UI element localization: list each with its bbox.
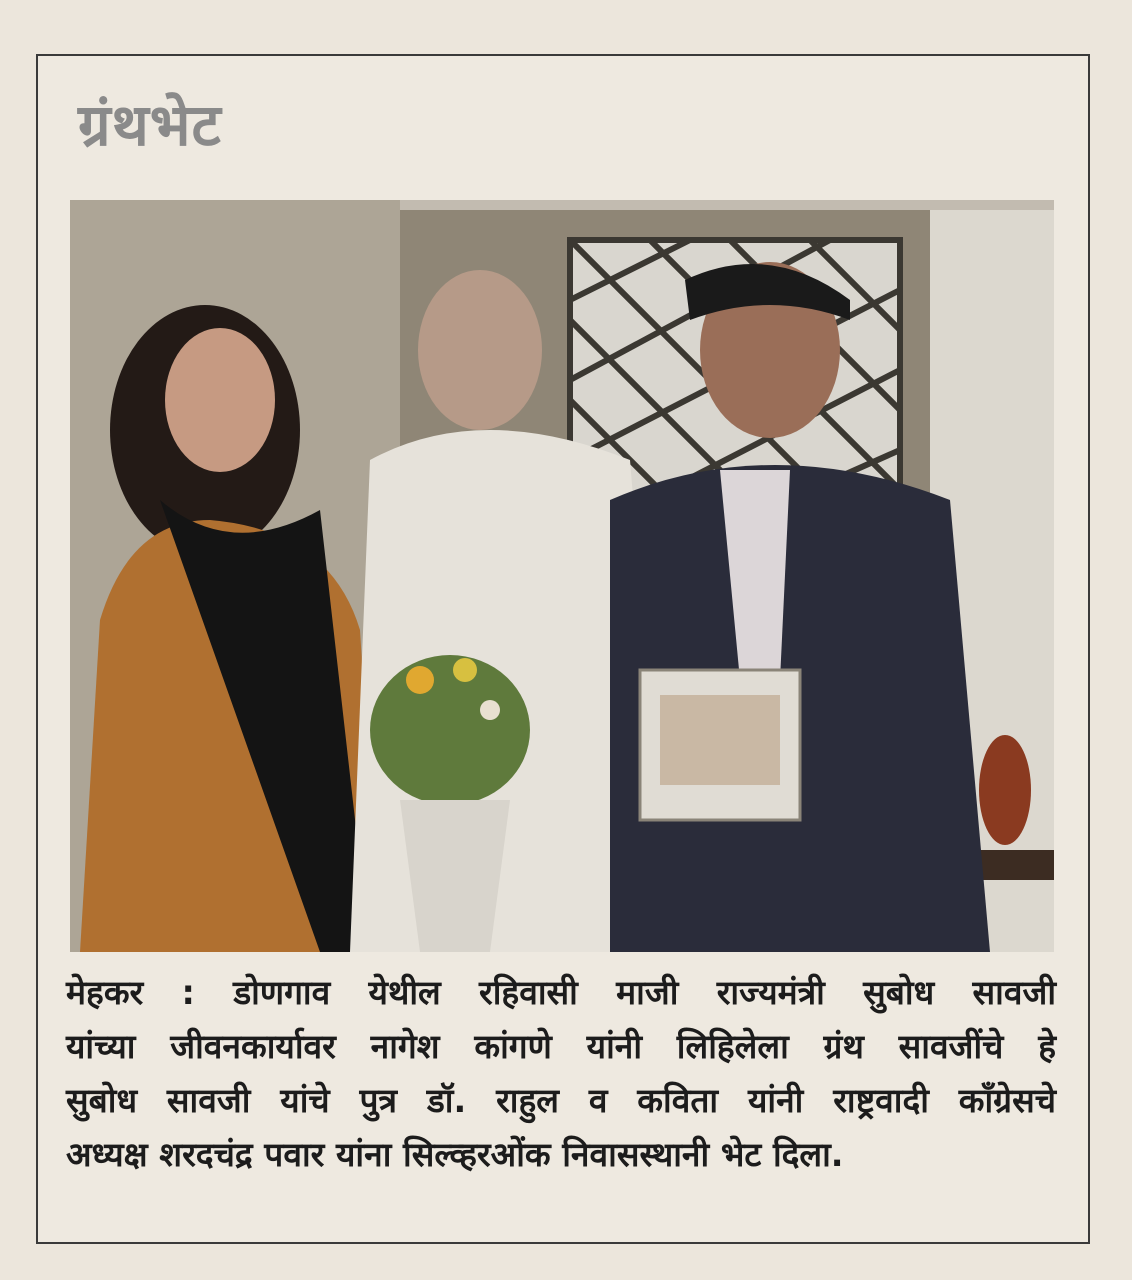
- news-photo: [70, 200, 1054, 952]
- photo-illustration: [70, 200, 1054, 952]
- caption-line: अध्यक्ष शरदचंद्र पवार यांना सिल्व्हरओंक निवासस्थानी भेट दिला.: [66, 1135, 844, 1174]
- caption-line: मेहकर : डोणगाव येथील रहिवासी माजी राज्यमंत्री सुबोध सावजी: [66, 973, 1056, 1012]
- photo-caption: [66, 966, 1056, 1182]
- caption-line: यांच्या जीवनकार्यावर नागेश कांगणे यांनी लिहिलेला ग्रंथ सावजींचे हे: [66, 1027, 1056, 1066]
- section-heading: ग्रंथभेट: [78, 91, 222, 159]
- caption-line: सुबोध सावजी यांचे पुत्र डॉ. राहुल व कविता यांनी राष्ट्रवादी काँग्रेसचे: [66, 1081, 1056, 1120]
